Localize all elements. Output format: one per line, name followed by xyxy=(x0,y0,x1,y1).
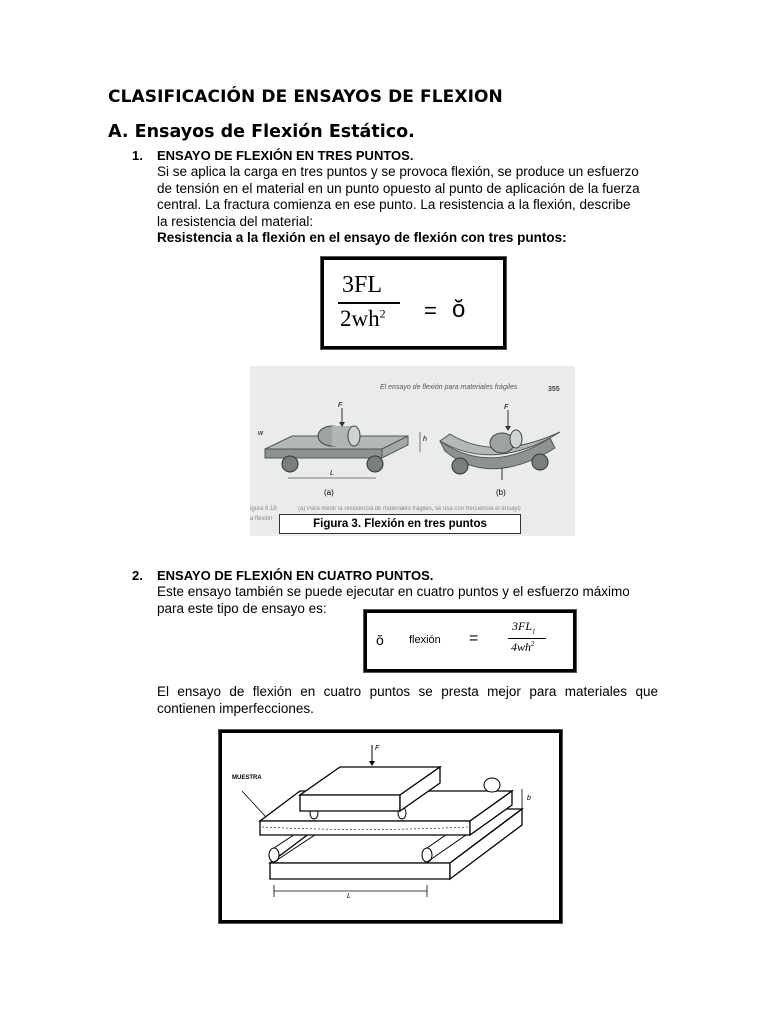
item-number: 1. xyxy=(132,148,143,163)
blurred-text: igura 6.18 xyxy=(250,506,277,512)
stress-symbol: ŏ xyxy=(452,296,466,323)
figure-header: El ensayo de flexión para materiales frágiles xyxy=(380,384,518,391)
blurred-text: (a) Para medir la resistencia de materiales frágiles, se usa con frecuencia el ensayo xyxy=(298,506,521,512)
figure-caption: Figura 3. Flexión en tres puntos xyxy=(279,514,521,534)
text-line: Si se aplica la carga en tres puntos y se provoca flexión, se produce un esfuerzo xyxy=(157,164,639,179)
text-line: El ensayo de flexión en cuatro puntos se presta mejor para materiales que xyxy=(157,684,658,699)
subfigure-label-a: (a) xyxy=(324,488,334,497)
equals-sign: = xyxy=(469,630,479,647)
force-label: F xyxy=(338,402,343,409)
fraction-bar xyxy=(508,638,546,639)
blurred-text: a flexión xyxy=(250,516,273,522)
stress-symbol: ŏ xyxy=(376,632,384,648)
four-point-diagram xyxy=(222,733,559,920)
formula-word: flexión xyxy=(409,634,441,646)
text-line: central. La fractura comienza en ese punto. La resistencia a la flexión, describe xyxy=(157,197,631,212)
item-number: 2. xyxy=(132,568,143,583)
width-label: b xyxy=(527,795,531,802)
three-point-figure xyxy=(250,366,575,536)
formula-numerator: 3FL xyxy=(342,272,383,298)
text-line: Resistencia a la flexión en el ensayo de flexión con tres puntos: xyxy=(157,230,567,245)
fraction-bar xyxy=(338,302,400,304)
width-label: w xyxy=(258,430,264,437)
section-title: A. Ensayos de Flexión Estático. xyxy=(108,122,415,142)
specimen-label: MUESTRA xyxy=(232,775,262,781)
equals-sign: = xyxy=(424,298,437,323)
formula-denominator: $2wh^2$ xyxy=(340,306,386,331)
text-line: de tensión en el material en un punto opuesto al punto de aplicación de la fuerza xyxy=(157,180,640,196)
item-title: ENSAYO DE FLEXIÓN EN CUATRO PUNTOS. xyxy=(157,568,434,583)
length-label: L xyxy=(347,893,351,900)
text-line: para este tipo de ensayo es: xyxy=(157,600,327,616)
item1-paragraph xyxy=(157,164,662,247)
formula-numerator: $3FL_1$ xyxy=(512,619,536,636)
item2-conclusion xyxy=(157,684,658,717)
document-heading: CLASIFICACIÓN DE ENSAYOS DE FLEXION xyxy=(108,87,503,107)
force-label: F xyxy=(504,404,509,411)
item-title: ENSAYO DE FLEXIÓN EN TRES PUNTOS. xyxy=(157,148,414,163)
text-line: la resistencia del material: xyxy=(157,213,314,229)
force-label: F xyxy=(375,745,380,752)
length-label: L xyxy=(330,470,334,477)
four-point-figure xyxy=(219,730,562,923)
height-label: h xyxy=(423,436,427,443)
formula-box xyxy=(321,257,506,349)
formula-denominator: $4wh^2$ xyxy=(511,640,535,654)
formula-box xyxy=(364,610,576,672)
text-line: contienen imperfecciones. xyxy=(157,700,314,716)
figure-page: 355 xyxy=(548,386,560,393)
text-line: Este ensayo también se puede ejecutar en cuatro puntos y el esfuerzo máximo xyxy=(157,584,630,599)
subfigure-label-b: (b) xyxy=(496,488,506,497)
